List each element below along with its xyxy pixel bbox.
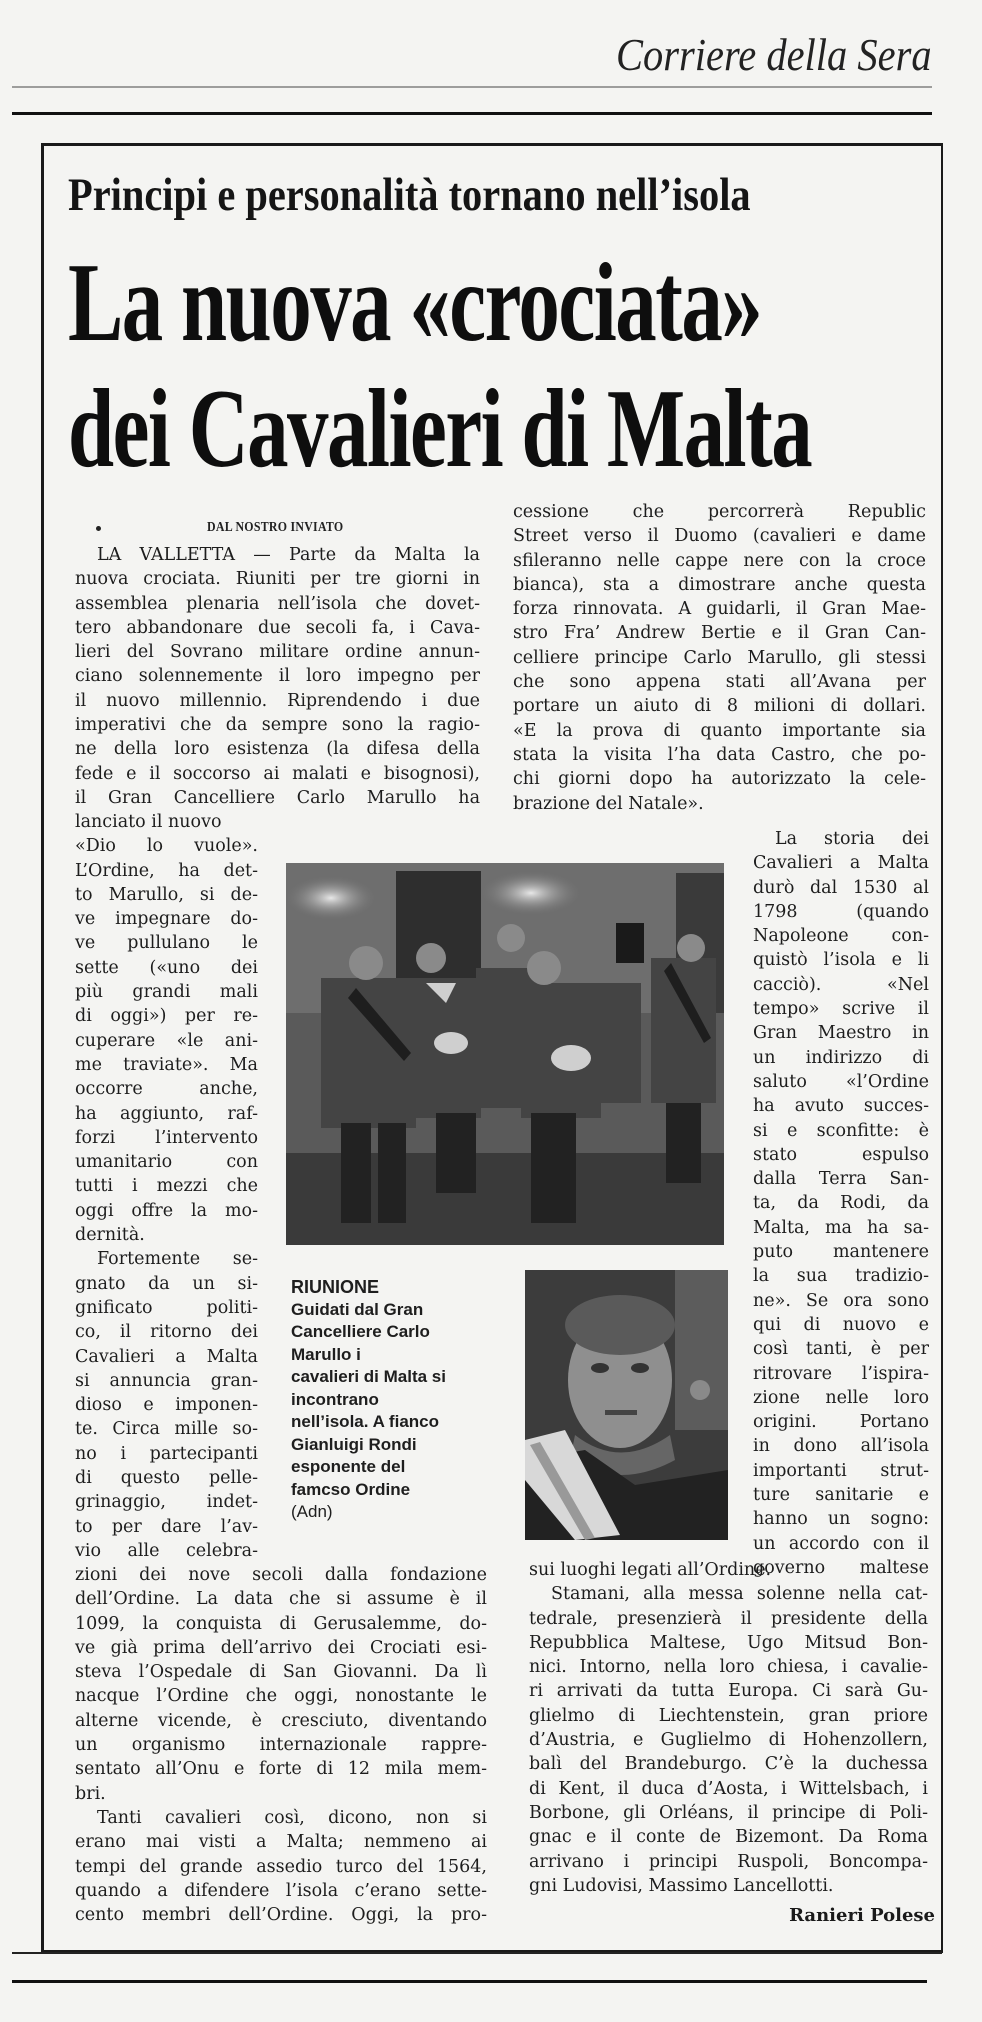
text-line: co, il ritorno dei [75,1322,258,1343]
text-line: così tanti, è per [753,1339,929,1360]
text-line: 1099, la conquista di Gerusalemme, do- [75,1613,487,1634]
column-1-narrow [75,810,258,1563]
text-line: arrivano i principi Ruspoli, Boncompa- [529,1851,928,1872]
text-line: in dono all’isola [753,1436,929,1457]
header-rule [12,112,932,115]
text-line: hanno un sogno: [753,1509,929,1530]
text-line: assemblea plenaria nell’isola che dovet- [75,593,480,614]
text-line: importanti strut- [753,1460,929,1481]
caption-line: incontrano [291,1389,379,1409]
text-line: «E la prova di quanto importante sia [513,720,926,741]
text-line: Borbone, gli Orléans, il principe di Poli- [529,1802,928,1823]
text-line: governo maltese [753,1557,929,1578]
text-line: ve pullulano le [75,933,258,954]
text-line: Cavalieri a Malta [75,1346,258,1367]
text-line: lanciato il nuovo [75,812,222,832]
text-line: La storia dei [775,829,929,849]
text-line: dell’Ordine. La data che si assume è il [75,1589,487,1610]
text-line: gnac e il conte de Bizemont. Da Roma [529,1827,928,1848]
caption-line: Marullo i [291,1344,361,1364]
text-line: tutti i mezzi che [75,1176,258,1197]
text-line: brazione del Natale». [513,793,704,814]
text-line: sette («uno dei [75,957,258,978]
text-line: lieri del Sovrano militare ordine annun- [75,642,480,663]
text-line: la sua tradizio- [753,1266,929,1287]
article-kicker: Principi e personalità tornano nell’isola [68,169,751,221]
text-line: il nuovo millennio. Riprendendo i due [75,690,480,711]
text-line: tempo» scrive il [753,999,929,1020]
text-line: 1798 (quando [753,901,929,922]
text-line: ha avuto succes- [753,1096,929,1117]
text-line: un organismo internazionale rappre- [75,1735,487,1756]
text-line: me traviate». Ma [75,1054,258,1075]
text-line: L’Ordine, ha det- [75,860,258,881]
footer-rule-thin [12,1952,942,1954]
text-line: cacciò). «Nel [753,974,929,995]
group-photo [286,863,724,1245]
text-line: to per dare l’av- [75,1516,258,1537]
text-line: forzi l’intervento [75,1127,258,1148]
text-line: Street verso il Duomo (cavalieri e dame [513,526,926,547]
caption-line: Gianluigi Rondi [291,1434,417,1454]
caption-body [291,1299,516,1502]
text-line: quando a difendere l’isola c’erano sette- [75,1880,487,1901]
text-line: sfileranno nelle cappe nere con la croce [513,550,926,571]
text-line: ne». Se ora sono [753,1290,929,1311]
text-line: chi giorni dopo ha autorizzato la cele- [513,769,926,790]
caption-line: esponente del [291,1457,406,1476]
text-line: ne della loro esistenza (la difesa della [75,739,480,760]
text-line: tempi del grande assedio turco del 1564, [75,1856,487,1877]
text-line: portare un aiuto di 8 milioni di dollari. [513,696,926,717]
column-2-bottom [529,1558,928,1898]
text-line: imperativi che da sempre sono la ragio- [75,715,480,736]
text-line: dernità. [75,1225,145,1246]
text-line: qui di nuovo e [753,1314,929,1335]
text-line: ritrovare l’ispira- [753,1363,929,1384]
text-line: occorre anche, [75,1079,258,1100]
text-line: steva l’Ospedale di San Giovanni. Da lì [75,1662,487,1683]
column-1-bottom [75,1563,487,1927]
author-signature: Ranieri Polese [789,1905,935,1926]
text-line: bri. [75,1783,106,1804]
text-line: Gran Maestro in [753,1023,929,1044]
caption-line: nell’isola. A fianco [291,1412,439,1431]
newspaper-masthead: Corriere della Sera [616,29,932,80]
text-line: nici. Intorno, nella loro chiesa, i cavalie- [529,1657,928,1678]
byline-from-correspondent: DAL NOSTRO INVIATO [207,520,344,535]
text-line: ta, da Rodi, da [753,1193,929,1214]
article-headline [68,240,811,492]
text-line: Cavalieri a Malta [753,853,929,874]
headline-line-1: La nuova «crociata» [68,241,762,365]
text-line: ture sanitarie e [753,1485,929,1506]
text-line: sui luoghi legati all’Ordine. [529,1560,772,1580]
text-line: cuperare «le ani- [75,1030,258,1051]
text-line: no i partecipanti [75,1443,258,1464]
text-line: nacque l’Ordine che oggi, nonostante le [75,1686,487,1707]
text-line: LA VALLETTA — Parte da Malta la [97,545,480,565]
text-line: dalla Terra San- [753,1169,929,1190]
text-line: tero abbandonare due secoli fa, i Cava- [75,617,480,638]
text-line: Fortemente se- [97,1249,258,1270]
text-line: vio alle celebra- [75,1540,258,1561]
text-line: dioso e imponen- [75,1395,258,1416]
text-line: zioni dei nove secoli dalla fondazione [75,1565,487,1585]
text-line: te. Circa mille so- [75,1419,258,1440]
text-line: gnato da un si- [75,1273,258,1294]
text-line: durò dal 1530 al [753,877,929,898]
text-line: quistò l’isola e li [753,950,929,971]
text-line: nuova crociata. Riuniti per tre giorni in [75,569,480,590]
text-line: Tanti cavalieri così, dicono, non si [97,1807,487,1828]
text-line: ve già prima dell’arrivo dei Crociati esi- [75,1637,487,1658]
footer-rule [12,1980,927,1983]
text-line: «Dio lo vuole». [75,836,258,857]
text-line: gni Ludovisi, Massimo Lancellotti. [529,1875,834,1896]
text-line: sentato all’Onu e forte di 12 mila mem- [75,1759,487,1780]
photo-caption [291,1276,516,1524]
text-line: puto mantenere [753,1242,929,1263]
text-line: cento membri dell’Ordine. Oggi, la pro- [75,1905,487,1926]
text-line: forza rinnovata. A guidarli, il Gran Mae- [513,599,926,620]
group-photo-image [286,863,724,1245]
column-2-top [513,500,926,816]
text-line: ri arrivati da tutta Europa. Ci sarà Gu- [529,1681,928,1702]
text-line: Repubblica Maltese, Ugo Mitsud Bon- [529,1632,928,1653]
text-line: ve impegnare do- [75,909,258,930]
text-line: ha aggiunto, raf- [75,1103,258,1124]
text-line: d’Austria, e Guglielmo di Hohenzollern, [529,1730,928,1751]
caption-line: famcso Ordine [291,1479,411,1499]
text-line: to Marullo, si de- [75,884,258,905]
text-line: il Gran Cancelliere Carlo Marullo ha [75,787,480,808]
column-2-narrow [753,827,929,1580]
text-line: che sono appena stati all’Avana per [513,672,926,693]
text-line: origini. Portano [753,1412,929,1433]
text-line: balì del Brandeburgo. C’è la duchessa [529,1754,928,1775]
text-line: oggi offre la mo- [75,1200,258,1221]
text-line: fede e il soccorso ai malati e bisognosi), [75,763,480,784]
text-line: alterne vicende, è cresciuto, diventando [75,1710,487,1731]
text-line: erano mai visti a Malta; nemmeno ai [75,1832,487,1853]
text-line: stata la visita l’ha data Castro, che po- [513,744,926,765]
text-line: Stamani, alla messa solenne nella cat- [551,1584,928,1605]
caption-line: Cancelliere Carlo [291,1322,430,1341]
text-line: stato espulso [753,1144,929,1165]
text-line: bianca), sta a dimostrare anche questa [513,574,926,595]
text-line: Malta, ma ha sa- [753,1217,929,1238]
text-line: di Kent, il duca d’Aosta, i Wittelsbach, i [529,1778,928,1799]
text-line: celliere principe Carlo Marullo, gli stessi [513,647,926,668]
text-line: ciano solennemente il loro impegno per [75,666,480,687]
portrait-photo [525,1270,728,1540]
text-line: gnificato politi- [75,1297,258,1318]
text-line: stro Fra’ Andrew Bertie e il Gran Can- [513,623,926,644]
caption-line: cavalieri di Malta si [291,1367,446,1386]
text-line: zione nelle loro [753,1387,929,1408]
text-line: più grandi mali [75,982,258,1003]
speck-dot [96,526,101,531]
text-line: grinaggio, indet- [75,1492,258,1513]
text-line: un accordo con il [753,1533,929,1554]
caption-line: Guidati dal Gran [291,1299,424,1319]
text-line: tedrale, presenzierà il presidente della [529,1608,928,1629]
text-line: Napoleone con- [753,926,929,947]
header-rule-thin [12,86,932,88]
headline-line-2: dei Cavalieri di Malta [68,367,812,491]
text-line: di oggi») per re- [75,1006,258,1027]
caption-credit: (Adn) [291,1502,333,1521]
text-line: cessione che percorrerà Republic [513,502,926,522]
portrait-photo-image [525,1270,728,1540]
text-line: un indirizzo di [753,1047,929,1068]
caption-title: RIUNIONE [291,1277,380,1297]
text-line: di questo pelle- [75,1468,258,1489]
text-line: saluto «l’Ordine [753,1071,929,1092]
text-line: si e sconfitte: è [753,1120,929,1141]
text-line: glielmo di Liechtenstein, gran priore [529,1705,928,1726]
text-line: umanitario con [75,1152,258,1173]
text-line: si annuncia gran- [75,1370,258,1391]
column-1-top [75,543,480,810]
